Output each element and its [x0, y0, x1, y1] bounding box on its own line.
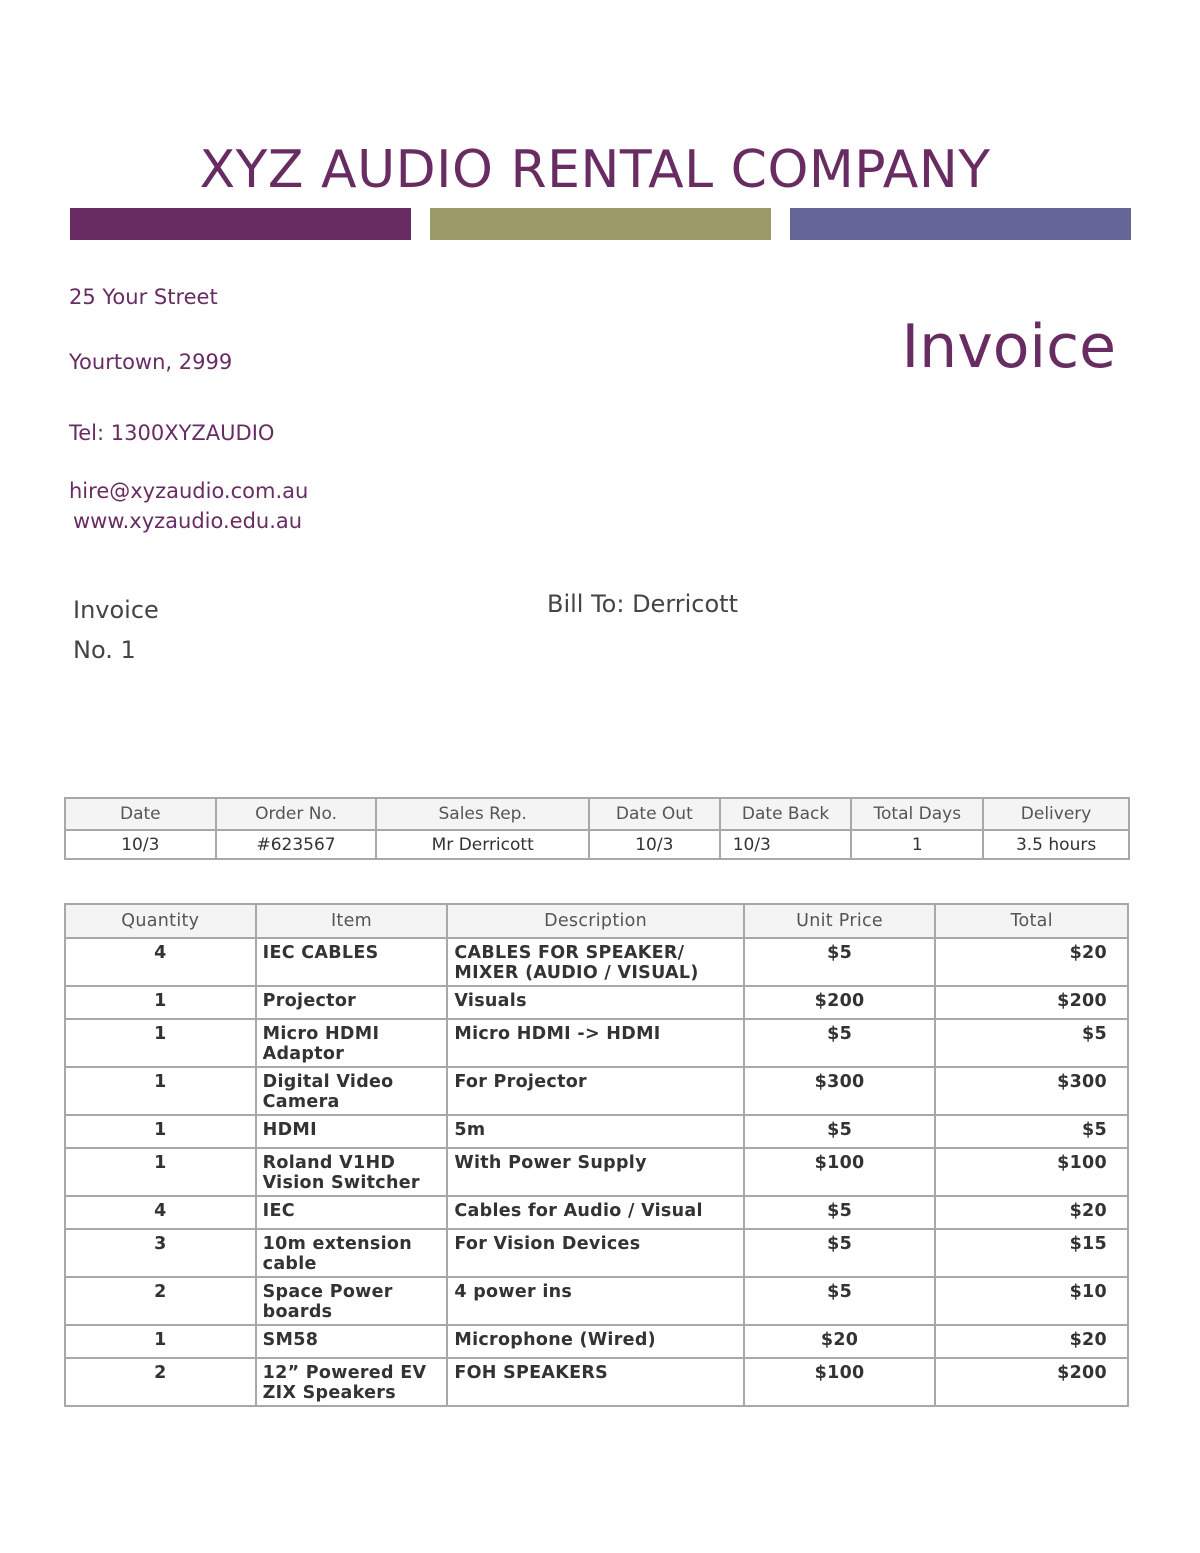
- quantity-cell: 1: [65, 1067, 256, 1115]
- unit-price-cell: $5: [744, 938, 936, 986]
- quantity-cell: 1: [65, 1019, 256, 1067]
- total-cell: $10: [935, 1277, 1128, 1325]
- email-link[interactable]: hire@xyzaudio.com.au: [69, 479, 309, 503]
- invoice-number: [73, 590, 159, 670]
- description-cell: 4 power ins: [447, 1277, 743, 1325]
- unit-price-cell: $5: [744, 1019, 936, 1067]
- sales-rep: Mr Derricott: [376, 830, 589, 859]
- total-cell: $15: [935, 1229, 1128, 1277]
- total-cell: $5: [935, 1115, 1128, 1148]
- quantity-cell: 1: [65, 986, 256, 1019]
- column-header: Date Out: [589, 798, 720, 830]
- column-header: Total: [935, 904, 1128, 938]
- description-cell: For Vision Devices: [447, 1229, 743, 1277]
- unit-price-cell: $5: [744, 1277, 936, 1325]
- item-cell: Projector: [256, 986, 448, 1019]
- description-cell: For Projector: [447, 1067, 743, 1115]
- phone-number: Tel: 1300XYZAUDIO: [69, 421, 275, 445]
- order-number: #623567: [216, 830, 377, 859]
- table-row: [65, 938, 1128, 986]
- order-info-row: [65, 830, 1129, 859]
- item-cell: SM58: [256, 1325, 448, 1358]
- address-town: Yourtown, 2999: [69, 350, 233, 374]
- unit-price-cell: $5: [744, 1115, 936, 1148]
- column-header: Description: [447, 904, 743, 938]
- document-title: Invoice: [901, 312, 1116, 382]
- column-header: Order No.: [216, 798, 377, 830]
- total-days: 1: [851, 830, 983, 859]
- accent-bar-plum: [70, 208, 411, 240]
- quantity-cell: 1: [65, 1115, 256, 1148]
- delivery: 3.5 hours: [983, 830, 1129, 859]
- table-row: [65, 1196, 1128, 1229]
- table-row: [65, 1229, 1128, 1277]
- quantity-cell: 1: [65, 1148, 256, 1196]
- unit-price-cell: $100: [744, 1148, 936, 1196]
- item-cell: Space Power boards: [256, 1277, 448, 1325]
- bill-to: Bill To: Derricott: [547, 590, 739, 618]
- unit-price-cell: $100: [744, 1358, 936, 1406]
- accent-bar-slate: [790, 208, 1131, 240]
- column-header: Date Back: [720, 798, 852, 830]
- quantity-cell: 4: [65, 1196, 256, 1229]
- item-cell: Micro HDMI Adaptor: [256, 1019, 448, 1067]
- total-cell: $20: [935, 938, 1128, 986]
- unit-price-cell: $300: [744, 1067, 936, 1115]
- description-cell: With Power Supply: [447, 1148, 743, 1196]
- column-header: Quantity: [65, 904, 256, 938]
- total-cell: $5: [935, 1019, 1128, 1067]
- description-cell: FOH SPEAKERS: [447, 1358, 743, 1406]
- quantity-cell: 2: [65, 1277, 256, 1325]
- invoice-label: Invoice: [73, 596, 159, 624]
- column-header: Delivery: [983, 798, 1129, 830]
- date-back: 10/3: [720, 830, 852, 859]
- table-row: [65, 1325, 1128, 1358]
- order-date: 10/3: [65, 830, 216, 859]
- total-cell: $20: [935, 1196, 1128, 1229]
- item-cell: Roland V1HD Vision Switcher: [256, 1148, 448, 1196]
- description-cell: CABLES FOR SPEAKER/ MIXER (AUDIO / VISUAL): [447, 938, 743, 986]
- date-out: 10/3: [589, 830, 720, 859]
- unit-price-cell: $5: [744, 1196, 936, 1229]
- total-cell: $100: [935, 1148, 1128, 1196]
- quantity-cell: 1: [65, 1325, 256, 1358]
- table-row: [65, 986, 1128, 1019]
- total-cell: $200: [935, 1358, 1128, 1406]
- accent-bar-olive: [430, 208, 771, 240]
- table-row: [65, 1358, 1128, 1406]
- order-info-header-row: [65, 798, 1129, 830]
- unit-price-cell: $20: [744, 1325, 936, 1358]
- company-name: XYZ AUDIO RENTAL COMPANY: [199, 140, 991, 200]
- description-cell: Micro HDMI -> HDMI: [447, 1019, 743, 1067]
- quantity-cell: 3: [65, 1229, 256, 1277]
- address-street: 25 Your Street: [69, 285, 218, 309]
- items-table: [64, 903, 1129, 1407]
- items-header-row: [65, 904, 1128, 938]
- table-row: [65, 1148, 1128, 1196]
- order-info-table: [64, 797, 1130, 860]
- website-link[interactable]: www.xyzaudio.edu.au: [73, 509, 303, 533]
- description-cell: Visuals: [447, 986, 743, 1019]
- quantity-cell: 2: [65, 1358, 256, 1406]
- column-header: Total Days: [851, 798, 983, 830]
- invoice-number-value: No. 1: [73, 636, 136, 664]
- item-cell: IEC CABLES: [256, 938, 448, 986]
- item-cell: 12” Powered EV ZIX Speakers: [256, 1358, 448, 1406]
- table-row: [65, 1067, 1128, 1115]
- item-cell: IEC: [256, 1196, 448, 1229]
- item-cell: HDMI: [256, 1115, 448, 1148]
- table-row: [65, 1019, 1128, 1067]
- unit-price-cell: $200: [744, 986, 936, 1019]
- column-header: Item: [256, 904, 448, 938]
- description-cell: Cables for Audio / Visual: [447, 1196, 743, 1229]
- description-cell: Microphone (Wired): [447, 1325, 743, 1358]
- item-cell: 10m extension cable: [256, 1229, 448, 1277]
- column-header: Sales Rep.: [376, 798, 589, 830]
- total-cell: $20: [935, 1325, 1128, 1358]
- table-row: [65, 1115, 1128, 1148]
- total-cell: $200: [935, 986, 1128, 1019]
- quantity-cell: 4: [65, 938, 256, 986]
- description-cell: 5m: [447, 1115, 743, 1148]
- column-header: Date: [65, 798, 216, 830]
- column-header: Unit Price: [744, 904, 936, 938]
- unit-price-cell: $5: [744, 1229, 936, 1277]
- item-cell: Digital Video Camera: [256, 1067, 448, 1115]
- total-cell: $300: [935, 1067, 1128, 1115]
- table-row: [65, 1277, 1128, 1325]
